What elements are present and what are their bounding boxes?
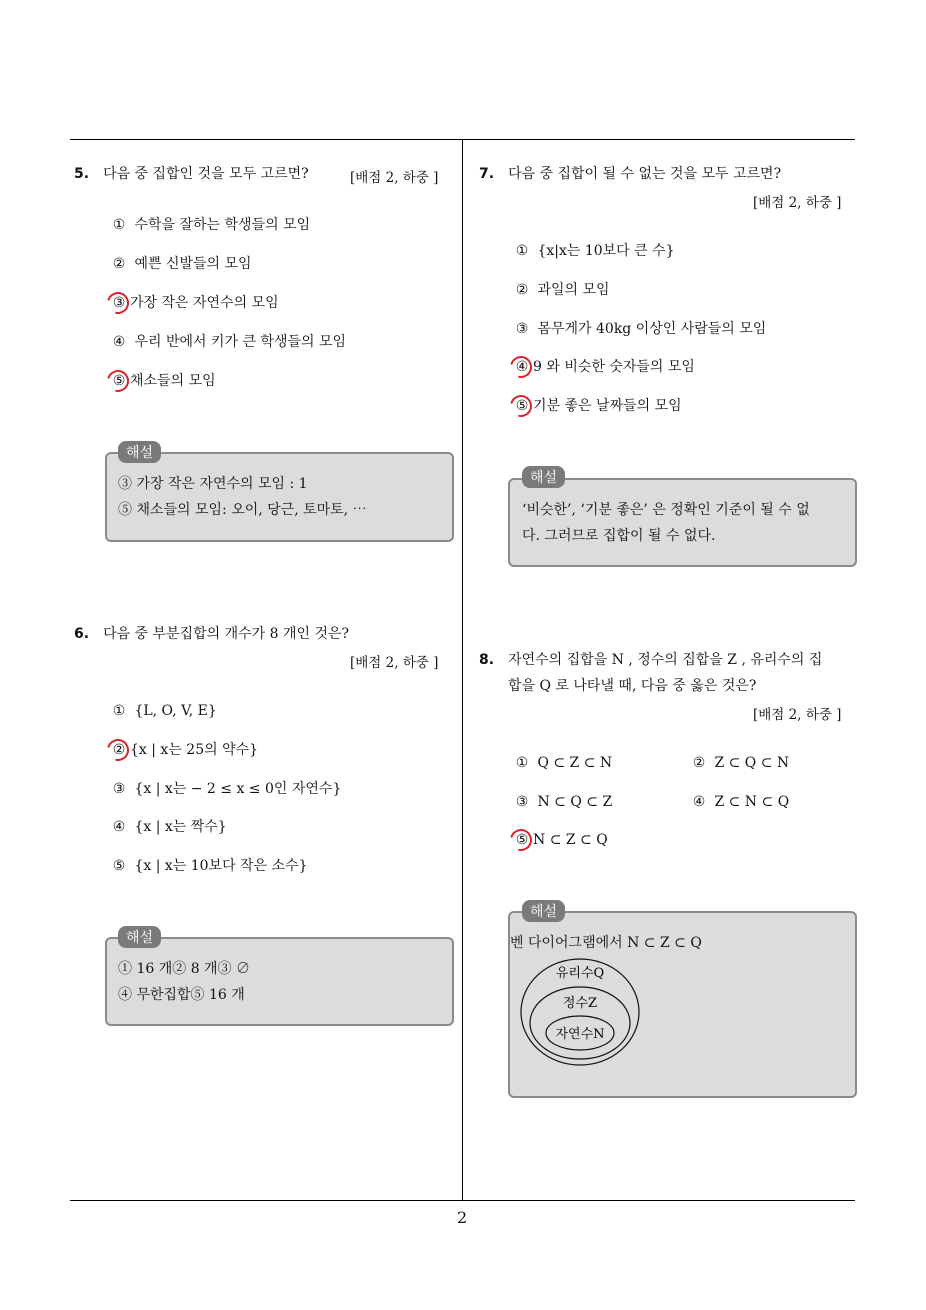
question-5 — [74, 161, 309, 187]
option[interactable]: ④ {x | x는 짝수} — [112, 819, 227, 835]
option[interactable]: ① {L, O, V, E} — [112, 703, 217, 719]
question-meta: [배점 2, 하중 ] — [753, 707, 842, 723]
solution-tag: 해설 — [118, 926, 161, 948]
answer-circle-icon — [506, 825, 536, 855]
question-meta: [배점 2, 하중 ] — [753, 195, 842, 211]
option-selected[interactable]: ③ 가장 작은 자연수의 모임 — [108, 292, 279, 314]
question-meta: [배점 2, 하중 ] — [350, 170, 439, 186]
option-selected[interactable]: ⑤ 기분 좋은 날짜들의 모임 — [511, 395, 682, 417]
option[interactable]: ④ Z ⊂ N ⊂ Q — [692, 794, 790, 810]
venn-middle-label: 정수Z — [562, 996, 598, 1011]
solution-text: ① 16 개② 8 개③ ∅ ④ 무한집합⑤ 16 개 — [118, 961, 251, 1003]
venn-outer-label: 유리수Q — [555, 966, 605, 981]
question-number: 8. — [479, 652, 495, 668]
option-selected[interactable]: ④ 9 와 비슷한 숫자들의 모임 — [511, 356, 695, 378]
question-text: 합을 Q 로 나타낼 때, 다음 중 옳은 것은? — [508, 678, 757, 694]
question-number: 6. — [74, 626, 90, 642]
option-selected[interactable]: ② {x | x는 25의 약수} — [108, 739, 258, 761]
solution-text: ‘비슷한’, ‘기분 좋은’ 은 정확인 기준이 될 수 없 다. 그러므로 집합이 될 수 없다. — [522, 502, 810, 544]
option[interactable]: ① {x|x는 10보다 큰 수} — [515, 243, 675, 259]
question-number: 5. — [74, 166, 90, 182]
option[interactable]: ① Q ⊂ Z ⊂ N — [515, 755, 613, 771]
option-selected[interactable]: ⑤ 채소들의 모임 — [108, 370, 216, 392]
answer-circle-icon — [506, 352, 536, 382]
question-7 — [479, 161, 781, 187]
option[interactable]: ② 예쁜 신발들의 모임 — [112, 256, 252, 272]
option[interactable]: ② 과일의 모임 — [515, 282, 610, 298]
question-6 — [74, 621, 349, 647]
solution-tag: 해설 — [118, 441, 161, 463]
option[interactable]: ⑤ {x | x는 10보다 작은 소수} — [112, 858, 308, 874]
option[interactable]: ③ N ⊂ Q ⊂ Z — [515, 794, 613, 810]
option[interactable]: ④ 우리 반에서 키가 큰 학생들의 모임 — [112, 334, 347, 350]
question-number: 7. — [479, 166, 495, 182]
solution-text: ③ 가장 작은 자연수의 모임 : 1 ⑤ 채소들의 모임: 오이, 당근, 토마토, ⋯ — [118, 476, 367, 518]
option-selected[interactable]: ⑤ N ⊂ Z ⊂ Q — [511, 829, 608, 851]
solution-text: 벤 다이어그램에서 N ⊂ Z ⊂ Q — [510, 935, 702, 951]
bottom-rule — [70, 1200, 855, 1201]
venn-diagram — [518, 955, 646, 1075]
column-divider — [462, 139, 463, 1201]
question-text: 다음 중 부분집합의 개수가 8 개인 것은? — [103, 626, 350, 642]
option[interactable]: ① 수학을 잘하는 학생들의 모임 — [112, 217, 311, 233]
question-meta: [배점 2, 하중 ] — [350, 655, 439, 671]
solution-tag: 해설 — [522, 900, 565, 922]
answer-circle-icon — [103, 366, 133, 396]
page-number: 2 — [457, 1208, 468, 1227]
question-8 — [479, 647, 822, 699]
answer-circle-icon — [103, 288, 133, 318]
question-text: 다음 중 집합이 될 수 없는 것을 모두 고르면? — [508, 166, 782, 182]
option[interactable]: ③ 몸무게가 40kg 이상인 사람들의 모임 — [515, 321, 767, 337]
option[interactable]: ③ {x | x는 − 2 ≤ x ≤ 0인 자연수} — [112, 781, 342, 797]
question-text: 자연수의 집합을 N , 정수의 집합을 Z , 유리수의 집 — [508, 652, 823, 668]
option[interactable]: ② Z ⊂ Q ⊂ N — [692, 755, 790, 771]
answer-circle-icon — [506, 391, 536, 421]
question-text: 다음 중 집합인 것을 모두 고르면? — [103, 166, 309, 182]
venn-inner-label: 자연수N — [555, 1027, 605, 1042]
answer-circle-icon — [103, 735, 133, 765]
solution-tag: 해설 — [522, 466, 565, 488]
